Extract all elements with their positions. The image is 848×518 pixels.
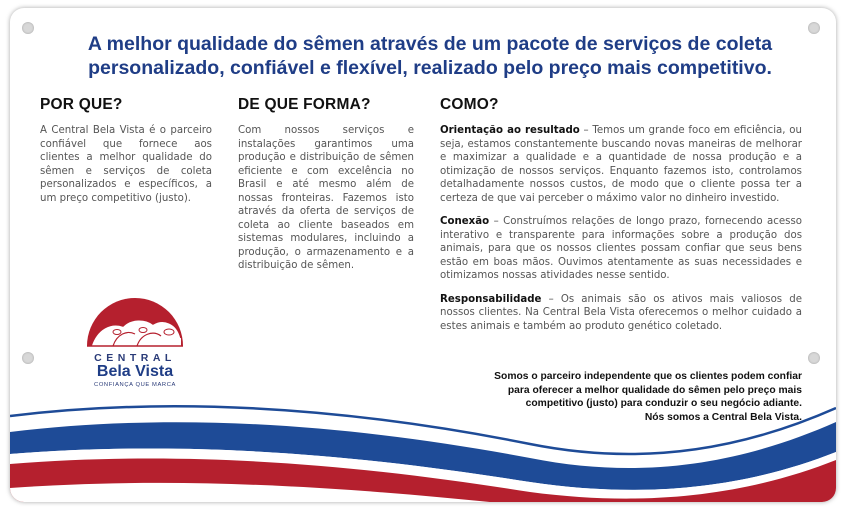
closing-line-3: competitivo (justo) para conduzir o seu negócio adiante. (525, 398, 802, 410)
item-connection-title: Conexão (440, 216, 490, 227)
page-title: A melhor qualidade do sêmen através de um pacote de serviços de coleta personalizado, confiável e flexível, realizado pelo preço mais competitivo. (87, 33, 773, 79)
closing-line-4: Nós somos a Central Bela Vista. (644, 411, 802, 423)
logo-name-text: Bela Vista (96, 363, 174, 380)
item-responsibility-title: Responsabilidade (440, 293, 542, 305)
item-responsibility (440, 293, 802, 334)
item-results-text: – Temos um grande foco em eficiência, ou seja, estamos constantemente buscando novas maneiras de melhorar e maximizar a qualidade e a quantidade de nossa produção e a otimização de nossos serviços. Enquanto fazemos isto, controlamos detalhadamente nossos custos, de modo que o cliente possa ter a certeza de que vai perceber o máximo valor no dinheiro investido. (440, 125, 802, 204)
why-text: A Central Bela Vista é o parceiro confiável que fornece aos clientes a melhor qualidade do sêmen e serviços de coleta personalizados e específicos, a um preço competitivo (justo). (40, 125, 212, 204)
why-heading: POR QUE? (40, 96, 123, 113)
closing-line-2: para oferecer a melhor qualidade do sêmen pelo preço mais (507, 384, 802, 396)
item-connection (440, 215, 802, 283)
item-results-title: Orientação ao resultado (440, 125, 580, 136)
how-text: Com nossos serviços e instalações garantimos uma produção e distribuição de sêmen eficiente e com excelência no Brasil e até mesmo além de nossas fronteiras. Fazemos isto através da oferta de serviços de coleta ao cliente baseados em sistemas modulares, incluindo a produção, o armazenamento e a distribuição de sêmen. (238, 125, 414, 271)
logo-tagline: CONFIANÇA QUE MARCA (94, 382, 176, 388)
item-responsibility-text: – Os animais são os ativos mais valiosos de nossos clientes. Na Central Bela Vista oferecemos o melhor cuidado a estes animais e também ao produto genético coletado. (440, 293, 802, 332)
column-what (440, 96, 802, 343)
how-heading: DE QUE FORMA? (238, 96, 371, 113)
closing-statement (450, 370, 802, 424)
closing-line-1: Somos o parceiro independente que os clientes podem confiar (494, 371, 802, 382)
item-connection-text: – Construímos relações de longo prazo, fornecendo acesso interativo e transparente para informações sobre a produção dos animais, para que os nossos clientes possam confiar que seus bens estão em boas mãos. Ouvimos atentamente as suas necessidades e otimizamos nossas atividades nesse sentido. (440, 216, 802, 281)
column-how (238, 96, 414, 273)
info-panel (10, 8, 836, 502)
company-logo (80, 288, 190, 388)
what-heading: COMO? (440, 96, 499, 113)
column-why (40, 96, 212, 205)
item-results (440, 124, 802, 205)
logo-central-text: CENTRAL (94, 352, 176, 364)
cattle-logo-icon (83, 288, 187, 350)
